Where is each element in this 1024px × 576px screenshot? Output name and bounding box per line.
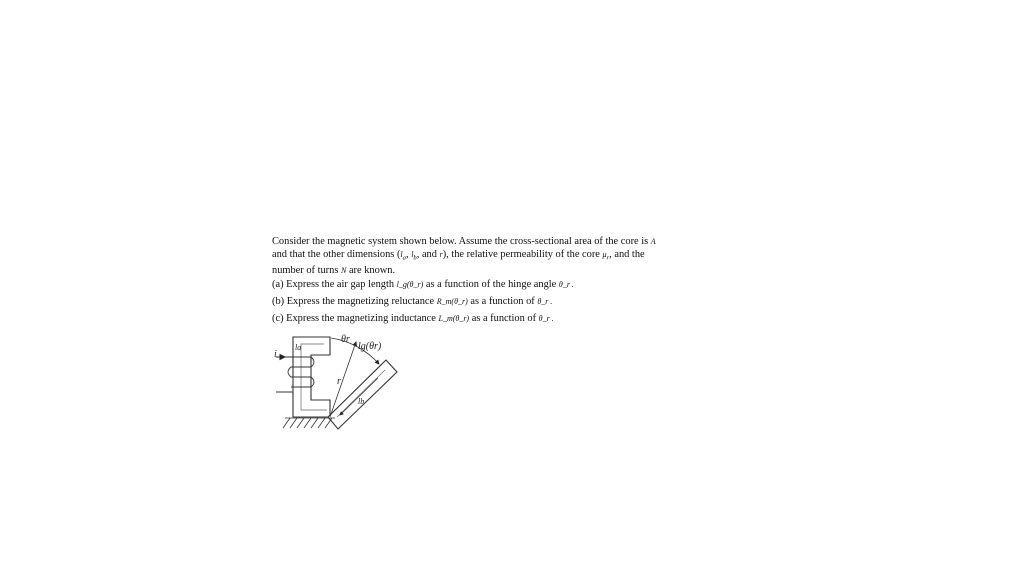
label-lg: lg(θr) <box>358 341 382 352</box>
symbol-la: $l_a$ <box>400 250 406 262</box>
text: as a function of <box>470 296 535 307</box>
symbol-lb: $l_b$ <box>411 250 417 262</box>
label-theta: θr <box>341 334 350 345</box>
symbol-N: N <box>340 266 347 275</box>
symbol-theta: θ_r . <box>537 297 553 306</box>
rotor-bar <box>328 360 397 429</box>
symbol-mu: $\mu_r$ <box>602 250 610 262</box>
text: , and the <box>609 249 645 260</box>
text: (c) Express the magnetizing inductance <box>272 313 436 324</box>
symbol-A: A <box>650 237 656 246</box>
label-i: i <box>274 349 277 360</box>
ground-hatching <box>283 418 335 428</box>
text: as a function of <box>471 313 537 324</box>
text: (b) Express the magnetizing reluctance <box>272 296 435 307</box>
symbol-Rm: R_m(θ_r) <box>436 297 468 306</box>
label-r: r <box>337 376 341 387</box>
text: (a) Express the air gap length <box>272 279 395 290</box>
problem-line-2: and that the other dimensions ($l_a$, $l_b$, and r), the relative permeability of the core $\mu_r$, and the <box>272 249 645 262</box>
text: , and <box>416 249 437 260</box>
symbol-theta: θ_r . <box>538 314 554 323</box>
text: Consider the magnetic system shown below. Assume the cross-sectional area of the core is <box>272 236 649 247</box>
symbol-Lm: L_m(θ_r) <box>438 314 470 323</box>
symbol-lg: l_g(θ_r) <box>396 280 424 289</box>
label-la: la <box>295 343 302 352</box>
text: ), the relative permeability of the core <box>442 249 600 260</box>
text: are known. <box>348 265 396 276</box>
text: as a function of the hinge angle <box>425 279 557 290</box>
symbol-theta: θ_r . <box>558 280 574 289</box>
text: and that the other dimensions ( <box>272 249 401 260</box>
symbol-r: r <box>439 250 443 259</box>
text: number of turns <box>272 265 339 276</box>
label-lb: lb <box>358 397 365 406</box>
